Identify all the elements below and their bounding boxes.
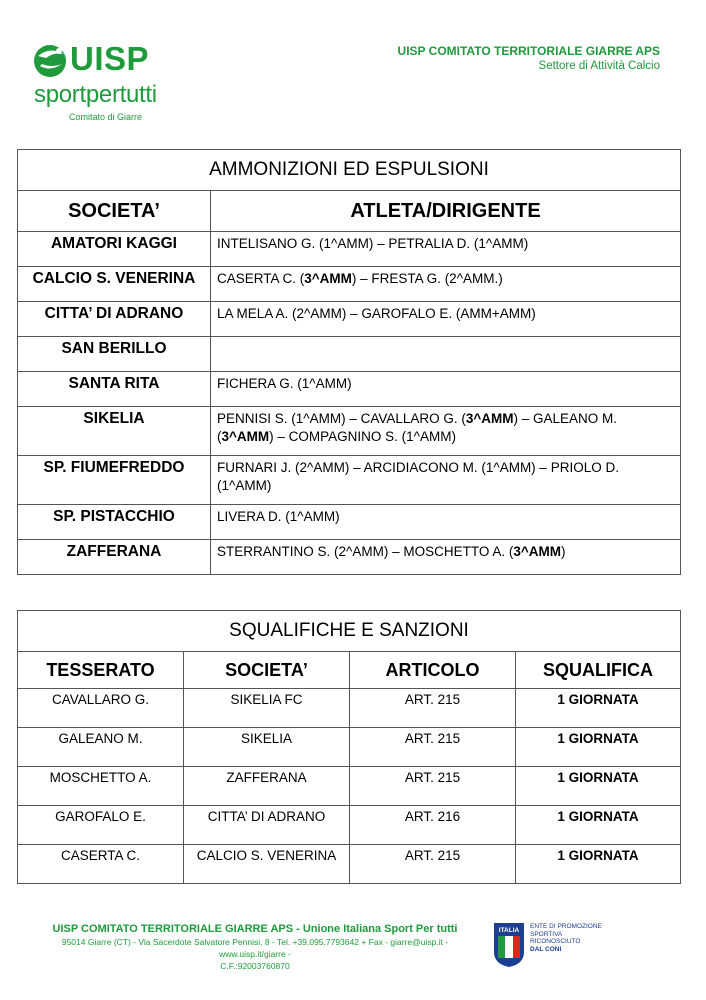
italia-shield-icon (493, 922, 525, 968)
footer-cf: C.F.:92003760870 (220, 961, 290, 971)
row-societa: SANTA RITA (18, 372, 211, 407)
header-sector: Settore di Attività Calcio (538, 60, 660, 72)
squalifiche-table (17, 610, 681, 884)
ammonizioni-title: AMMONIZIONI ED ESPULSIONI (18, 150, 681, 191)
table-row (18, 337, 681, 372)
cell-articolo: ART. 215 (350, 845, 516, 884)
cell-tesserato: GAROFALO E. (18, 806, 184, 845)
cell-articolo: ART. 216 (350, 806, 516, 845)
table-row (18, 845, 681, 884)
cell-tesserato: GALEANO M. (18, 728, 184, 767)
table-row (18, 232, 681, 267)
row-atleta: PENNISI S. (1^AMM) – CAVALLARO G. (3^AMM) – GALEANO M. (3^AMM) – COMPAGNINO S. (1^AMM) (211, 407, 681, 456)
table-row (18, 689, 681, 728)
cell-squalifica: 1 GIORNATA (516, 806, 681, 845)
col-header-articolo: ARTICOLO (350, 652, 516, 689)
row-societa: SP. PISTACCHIO (18, 505, 211, 540)
cell-articolo: ART. 215 (350, 728, 516, 767)
cell-tesserato: MOSCHETTO A. (18, 767, 184, 806)
coni-italia-label: ITALIA (498, 927, 520, 934)
table-row (18, 267, 681, 302)
footer-org: UISP COMITATO TERRITORIALE GIARRE APS - Unione Italiana Sport Per tutti (52, 923, 458, 935)
row-atleta: LIVERA D. (1^AMM) (211, 505, 681, 540)
row-societa: SP. FIUMEFREDDO (18, 456, 211, 505)
header-organization (398, 44, 660, 74)
cell-tesserato: CAVALLARO G. (18, 689, 184, 728)
cell-squalifica: 1 GIORNATA (516, 689, 681, 728)
header-org-name: UISP COMITATO TERRITORIALE GIARRE APS (397, 44, 660, 58)
footer (30, 922, 480, 972)
table-row (18, 302, 681, 337)
table-row (18, 728, 681, 767)
logo-sportpertutti-text: sportpertutti (34, 81, 157, 108)
row-societa: AMATORI KAGGI (18, 232, 211, 267)
coni-text: ENTE DI PROMOZIONE SPORTIVA RICONOSCIUTO DAL CONI (530, 923, 602, 953)
squalifiche-title: SQUALIFICHE E SANZIONI (18, 611, 681, 652)
row-societa: SIKELIA (18, 407, 211, 456)
cell-tesserato: CASERTA C. (18, 845, 184, 884)
row-societa: SAN BERILLO (18, 337, 211, 372)
table-row (18, 767, 681, 806)
cell-squalifica: 1 GIORNATA (516, 845, 681, 884)
cell-societa: CALCIO S. VENERINA (184, 845, 350, 884)
col-header-tesserato: TESSERATO (18, 652, 184, 689)
logo-uisp-text: UISP (70, 40, 150, 77)
row-societa: CITTA’ DI ADRANO (18, 302, 211, 337)
footer-address: 95014 Giarre (CT) - Via Sacerdote Salvatore Pennisi, 8 - Tel. +39.095.7793642 + Fax - giarre@uisp.it - www.uisp.it/giarre - (61, 937, 449, 959)
row-atleta: STERRANTINO S. (2^AMM) – MOSCHETTO A. (3^AMM) (211, 540, 681, 575)
row-atleta: FURNARI J. (2^AMM) – ARCIDIACONO M. (1^AMM) – PRIOLO D. (1^AMM) (211, 456, 681, 505)
table-row (18, 407, 681, 456)
table-row (18, 372, 681, 407)
table-row (18, 540, 681, 575)
col-header-squalifica: SQUALIFICA (516, 652, 681, 689)
table-row (18, 456, 681, 505)
cell-articolo: ART. 215 (350, 689, 516, 728)
ammonizioni-table (17, 149, 681, 575)
row-atleta (211, 337, 681, 372)
table-row (18, 505, 681, 540)
cell-societa: SIKELIA FC (184, 689, 350, 728)
cell-societa: SIKELIA (184, 728, 350, 767)
uisp-logo (32, 40, 182, 125)
cell-articolo: ART. 215 (350, 767, 516, 806)
cell-squalifica: 1 GIORNATA (516, 767, 681, 806)
col-header-societa: SOCIETA’ (184, 652, 350, 689)
logo-comitato-text: Comitato di Giarre (69, 112, 143, 122)
col-header-atleta: ATLETA/DIRIGENTE (211, 191, 681, 232)
row-societa: ZAFFERANA (18, 540, 211, 575)
row-atleta: INTELISANO G. (1^AMM) – PETRALIA D. (1^AMM) (211, 232, 681, 267)
runner-logo-icon (32, 42, 70, 80)
row-atleta: FICHERA G. (1^AMM) (211, 372, 681, 407)
coni-badge (493, 922, 623, 970)
row-atleta: LA MELA A. (2^AMM) – GAROFALO E. (AMM+AMM) (211, 302, 681, 337)
cell-societa: ZAFFERANA (184, 767, 350, 806)
row-societa: CALCIO S. VENERINA (18, 267, 211, 302)
col-header-societa: SOCIETA’ (18, 191, 211, 232)
row-atleta: CASERTA C. (3^AMM) – FRESTA G. (2^AMM.) (211, 267, 681, 302)
cell-squalifica: 1 GIORNATA (516, 728, 681, 767)
table-row (18, 806, 681, 845)
cell-societa: CITTA’ DI ADRANO (184, 806, 350, 845)
